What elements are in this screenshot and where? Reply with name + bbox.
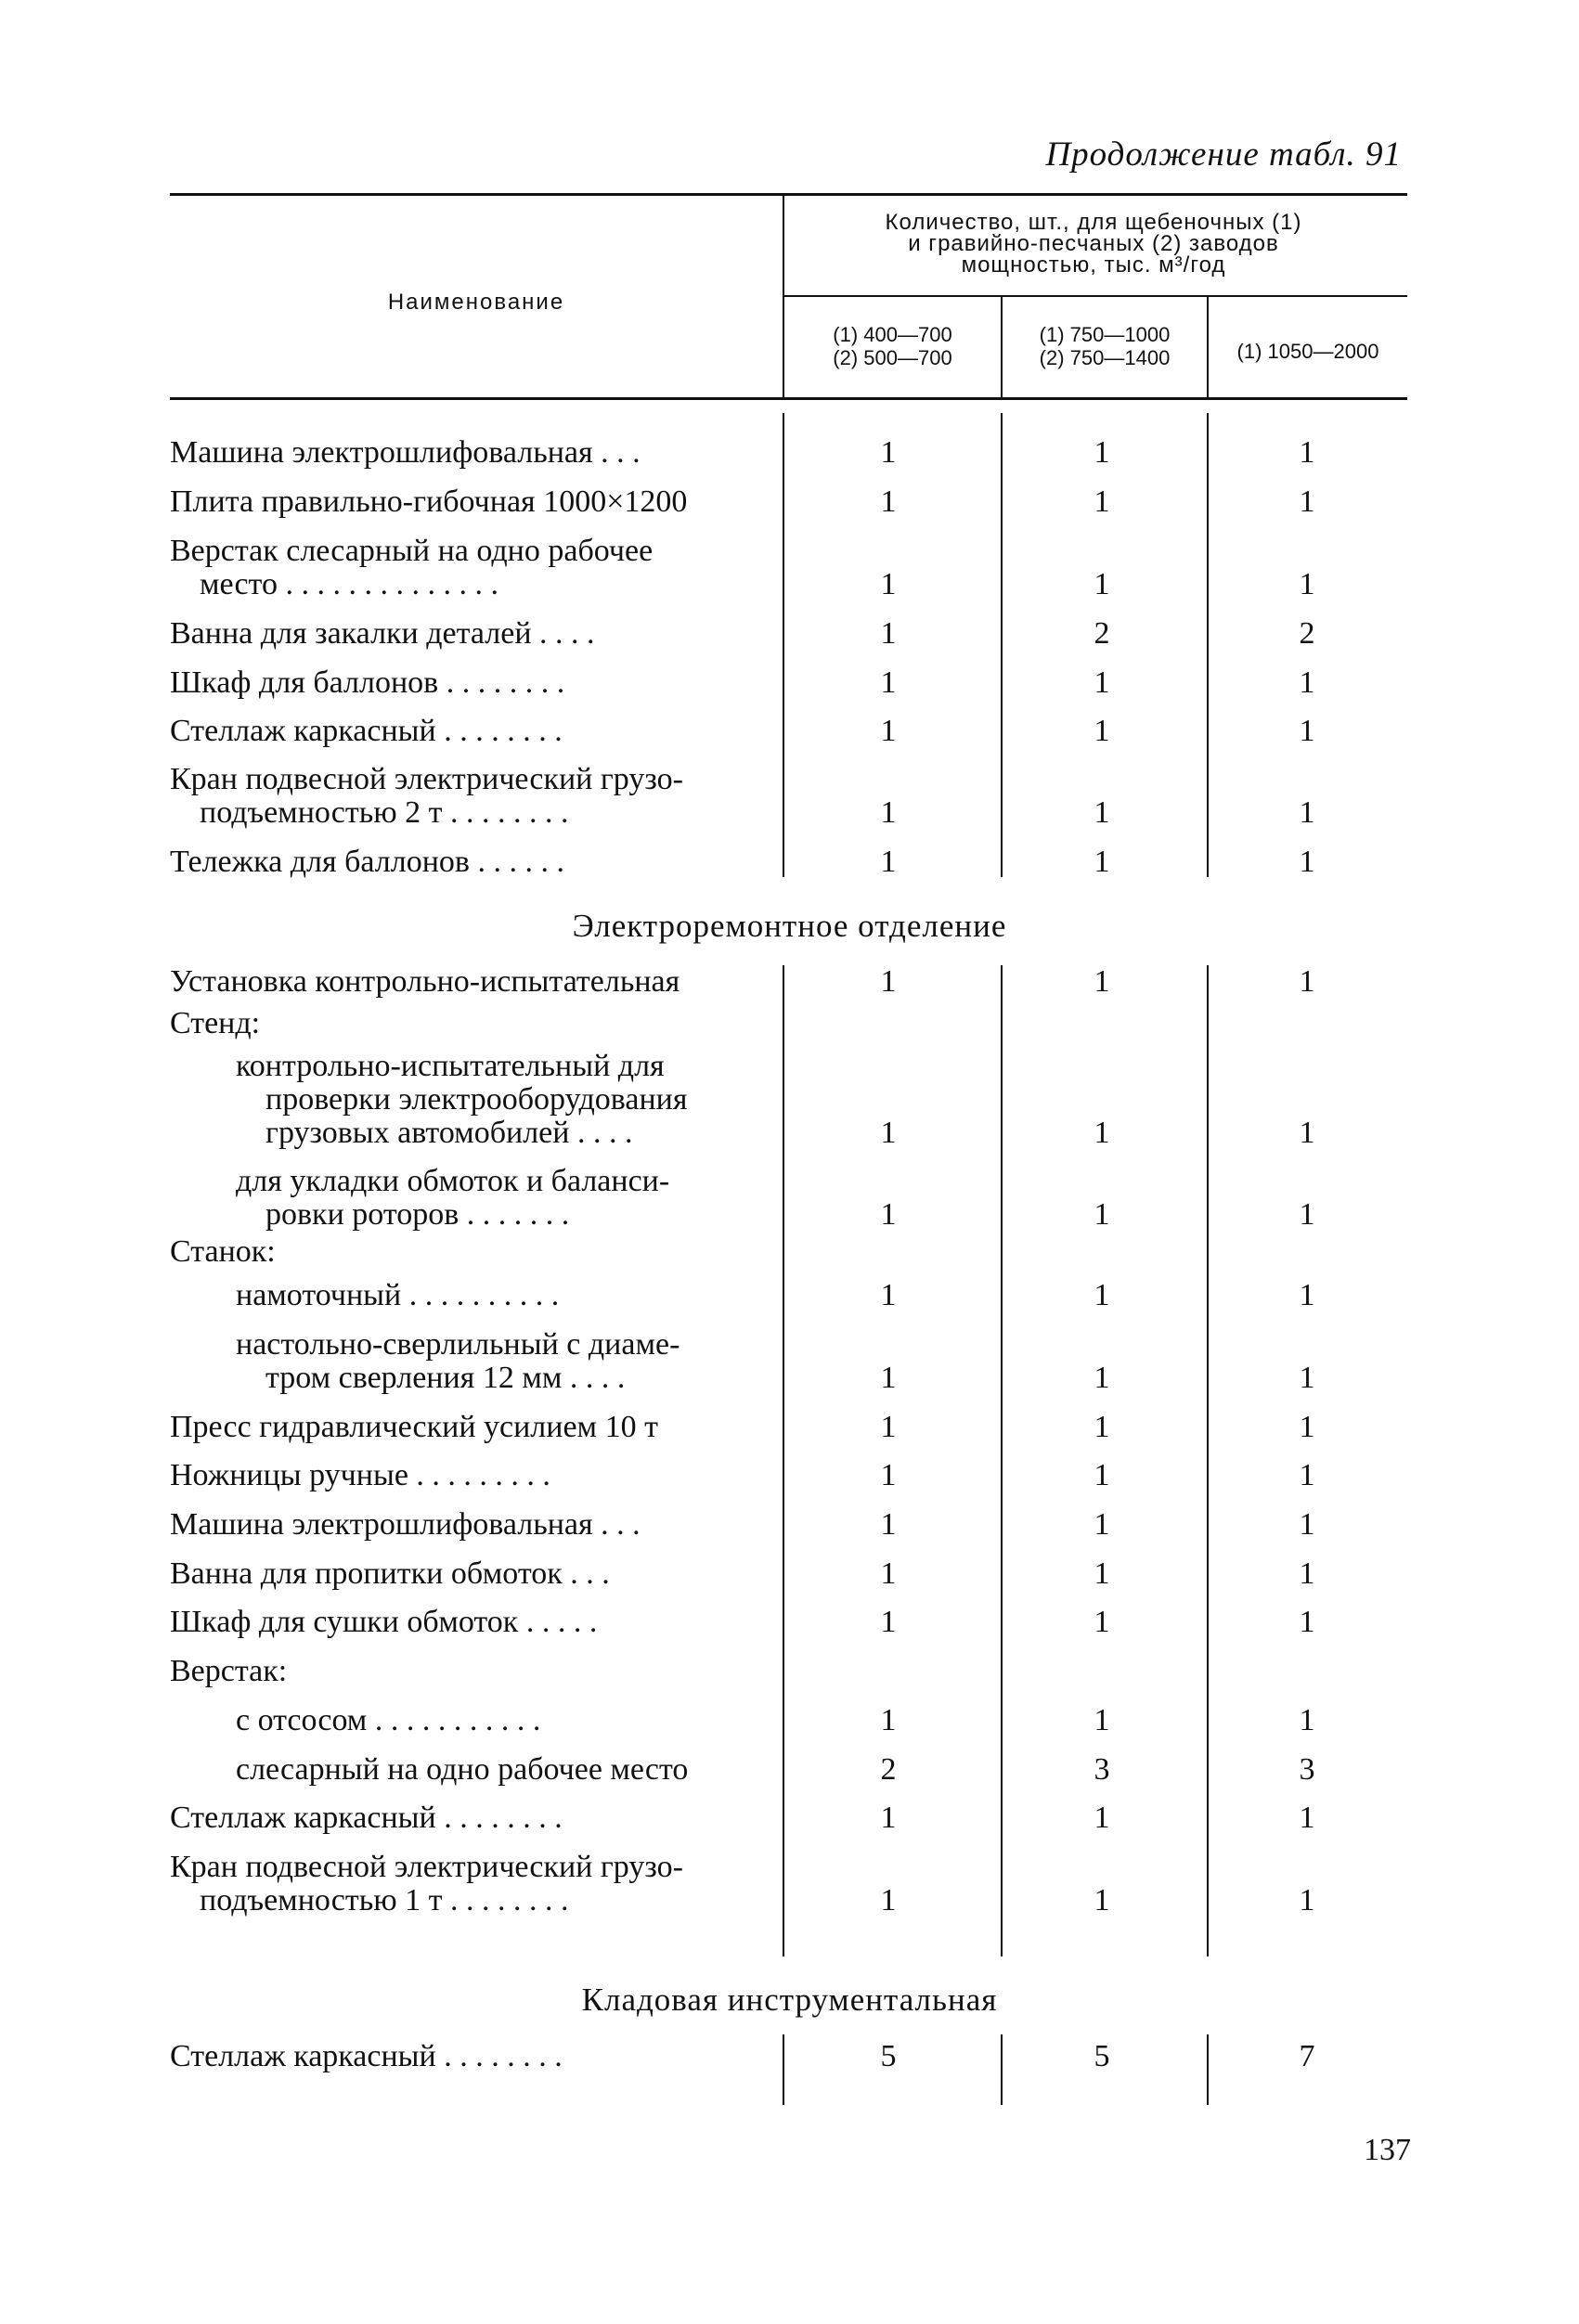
row-label	[170, 436, 764, 470]
header-name: Наименование	[387, 290, 565, 315]
row-label	[170, 1459, 764, 1492]
row-label-line: проверки электрооборудования	[265, 1082, 688, 1117]
value-col-3: 1	[1299, 1605, 1315, 1639]
value-col-3: 1	[1299, 1556, 1315, 1591]
value-col-1: 1	[880, 484, 897, 519]
row-label-line: Шкаф для сушки обмоток . . . . .	[170, 1605, 598, 1639]
value-col-2: 1	[1094, 1410, 1110, 1444]
value-col-2: 1	[1094, 1361, 1110, 1395]
row-label-line: Установка контрольно-испытательная	[170, 964, 680, 999]
value-col-3: 1	[1299, 665, 1315, 700]
value-col-1: 1	[880, 435, 897, 470]
value-col-1: 1	[880, 1883, 897, 1917]
value-col-2: 1	[1094, 845, 1110, 879]
header-quantity-title	[783, 212, 1404, 276]
value-col-3: 1	[1299, 1801, 1315, 1835]
value-col-1: 1	[880, 1703, 897, 1737]
row-label	[170, 1655, 764, 1688]
header-mid-rule	[783, 295, 1407, 297]
value-col-2: 1	[1094, 435, 1110, 470]
value-col-3: 3	[1299, 1752, 1315, 1787]
row-label-line: тром сверления 12 мм . . . .	[265, 1361, 626, 1395]
row-label-line: ровки роторов . . . . . . .	[265, 1197, 570, 1232]
row-label-line: Стеллаж каркасный . . . . . . . .	[170, 2039, 563, 2073]
row-label-line: Кран подвесной электрический грузо-	[170, 1850, 683, 1884]
row-label	[170, 1235, 764, 1269]
value-col-3: 1	[1299, 795, 1315, 830]
row-label-line: Ножницы ручные . . . . . . . . .	[170, 1458, 550, 1492]
row-label	[236, 1328, 765, 1395]
row-label	[170, 1007, 764, 1040]
value-col-3: 1	[1299, 1458, 1315, 1492]
body-divider-3	[1207, 413, 1209, 877]
value-col-3: 1	[1299, 1278, 1315, 1312]
row-label-line: грузовых автомобилей . . . .	[265, 1116, 633, 1150]
header-bottom-rule	[170, 397, 1407, 400]
body-divider-2	[1001, 965, 1003, 1956]
row-label-line: Ванна для пропитки обмоток . . .	[170, 1556, 610, 1591]
row-label-line: для укладки обмоток и баланси-	[236, 1164, 670, 1198]
value-col-1: 1	[880, 795, 897, 830]
row-label	[170, 1508, 764, 1542]
row-label-line: Верстак слесарный на одно рабочее	[170, 534, 654, 568]
value-col-1: 1	[880, 1197, 897, 1232]
row-label	[170, 485, 764, 519]
row-label	[170, 1801, 764, 1835]
row-label	[170, 2040, 764, 2073]
row-label-line: Стеллаж каркасный . . . . . . . .	[170, 714, 563, 748]
value-col-3: 2	[1299, 616, 1315, 651]
header-quantity-line-1: Количество, шт., для щебеночных (1)	[885, 210, 1302, 235]
row-label	[170, 846, 764, 879]
row-label	[236, 1704, 765, 1737]
row-label-line: Стеллаж каркасный . . . . . . . .	[170, 1801, 563, 1835]
body-divider-2	[1001, 2034, 1003, 2105]
row-label-line: Шкаф для баллонов . . . . . . . .	[170, 665, 565, 700]
value-col-3: 1	[1299, 1703, 1315, 1737]
value-col-1: 1	[880, 1556, 897, 1591]
body-divider-1	[783, 413, 784, 877]
value-col-2: 1	[1094, 1605, 1110, 1639]
body-divider-3	[1207, 2034, 1209, 2105]
value-col-3: 1	[1299, 1197, 1315, 1232]
row-label-line: Плита правильно-гибочная 1000×1200	[170, 484, 688, 519]
value-col-2: 1	[1094, 1703, 1110, 1737]
row-label-line: Тележка для баллонов . . . . . .	[170, 845, 564, 879]
row-label	[236, 1050, 765, 1150]
value-col-2: 1	[1094, 484, 1110, 519]
row-label	[170, 617, 764, 651]
header-col-3	[1209, 340, 1407, 363]
header-col-2-line-1: (1) 750—1000	[1039, 323, 1171, 346]
row-label-line: Машина электрошлифовальная . . .	[170, 435, 641, 470]
value-col-1: 1	[880, 1605, 897, 1639]
value-col-1: 1	[880, 845, 897, 879]
value-col-2: 1	[1094, 665, 1110, 700]
row-label-line: подъемностью 2 т . . . . . . . .	[200, 795, 569, 830]
value-col-2: 1	[1094, 795, 1110, 830]
value-col-1: 1	[880, 665, 897, 700]
value-col-3: 1	[1299, 1361, 1315, 1395]
row-label-line: Верстак:	[170, 1654, 288, 1688]
value-col-2: 1	[1094, 1801, 1110, 1835]
body-divider-2	[1001, 413, 1003, 877]
header-col-3-line-1: (1) 1050—2000	[1236, 340, 1379, 363]
body-divider-1	[783, 2034, 784, 2105]
row-label	[236, 1753, 765, 1787]
value-col-2: 1	[1094, 714, 1110, 748]
row-label	[170, 965, 764, 999]
row-label	[170, 763, 764, 830]
value-col-3: 1	[1299, 435, 1315, 470]
value-col-2: 1	[1094, 1278, 1110, 1312]
value-col-1: 1	[880, 1278, 897, 1312]
value-col-2: 1	[1094, 1507, 1110, 1542]
row-label	[170, 1851, 764, 1917]
header-col-2-line-2: (2) 750—1400	[1039, 346, 1171, 369]
value-col-1: 1	[880, 1361, 897, 1395]
value-col-3: 1	[1299, 964, 1315, 999]
value-col-1: 1	[880, 567, 897, 601]
value-col-3: 1	[1299, 1507, 1315, 1542]
value-col-1: 1	[880, 1801, 897, 1835]
header-col-1	[784, 323, 1001, 369]
value-col-2: 1	[1094, 1883, 1110, 1917]
header-quantity-line-2: и гравийно-песчаных (2) заводов	[908, 231, 1279, 256]
value-col-1: 1	[880, 1410, 897, 1444]
row-label	[170, 1606, 764, 1639]
row-label	[236, 1279, 765, 1312]
row-label-line: Ванна для закалки деталей . . . .	[170, 616, 595, 651]
row-label-line: настольно-сверлильный с диаме-	[236, 1327, 680, 1362]
value-col-1: 1	[880, 1116, 897, 1150]
value-col-2: 1	[1094, 1116, 1110, 1150]
value-col-3: 7	[1299, 2039, 1315, 2073]
value-col-2: 1	[1094, 567, 1110, 601]
value-col-1: 1	[880, 1458, 897, 1492]
value-col-2: 1	[1094, 1197, 1110, 1232]
body-divider-3	[1207, 965, 1209, 1956]
header-col-1-line-2: (2) 500—700	[833, 346, 952, 369]
page-number: 137	[1364, 2133, 1411, 2167]
value-col-3: 1	[1299, 567, 1315, 601]
value-col-2: 2	[1094, 616, 1110, 651]
value-col-1: 1	[880, 714, 897, 748]
value-col-2: 1	[1094, 964, 1110, 999]
value-col-3: 1	[1299, 714, 1315, 748]
value-col-3: 1	[1299, 1410, 1315, 1444]
row-label	[170, 1557, 764, 1591]
row-label-line: место . . . . . . . . . . . . . .	[200, 567, 498, 601]
header-col-2	[1003, 323, 1207, 369]
value-col-3: 1	[1299, 1116, 1315, 1150]
value-col-2: 1	[1094, 1458, 1110, 1492]
section-title-tool-storage: Кладовая инструментальная	[581, 1982, 998, 2018]
header-quantity-line-3: мощностью, тыс. м³/год	[961, 252, 1226, 278]
row-label	[170, 535, 764, 601]
header-col-1-line-1: (1) 400—700	[833, 323, 952, 346]
value-col-2: 3	[1094, 1752, 1110, 1787]
row-label-line: Машина электрошлифовальная . . .	[170, 1507, 641, 1542]
value-col-3: 1	[1299, 845, 1315, 879]
value-col-1: 1	[880, 616, 897, 651]
value-col-2: 5	[1094, 2039, 1110, 2073]
row-label-line: контрольно-испытательный для	[236, 1049, 665, 1083]
value-col-1: 5	[880, 2039, 897, 2073]
value-col-3: 1	[1299, 484, 1315, 519]
section-title-electric: Электроремонтное отделение	[572, 908, 1007, 944]
value-col-1: 2	[880, 1752, 897, 1787]
row-label-line: с отсосом . . . . . . . . . . .	[236, 1703, 541, 1737]
row-label	[236, 1165, 765, 1232]
row-label	[170, 715, 764, 748]
row-label-line: подъемностью 1 т . . . . . . . .	[200, 1883, 569, 1917]
value-col-1: 1	[880, 964, 897, 999]
body-divider-1	[783, 965, 784, 1956]
row-label	[170, 1411, 764, 1444]
value-col-1: 1	[880, 1507, 897, 1542]
row-label-line: Пресс гидравлический усилием 10 т	[170, 1410, 658, 1444]
row-label	[170, 666, 764, 700]
table-caption: Продолжение табл. 91	[1045, 136, 1402, 174]
header-top-rule	[170, 193, 1407, 196]
row-label-line: слесарный на одно рабочее место	[236, 1752, 689, 1787]
value-col-3: 1	[1299, 1883, 1315, 1917]
row-label-line: Кран подвесной электрический грузо-	[170, 762, 683, 796]
row-label-line: Станок:	[170, 1234, 276, 1269]
value-col-2: 1	[1094, 1556, 1110, 1591]
row-label-line: намоточный . . . . . . . . . .	[236, 1278, 560, 1312]
row-label-line: Стенд:	[170, 1006, 261, 1040]
